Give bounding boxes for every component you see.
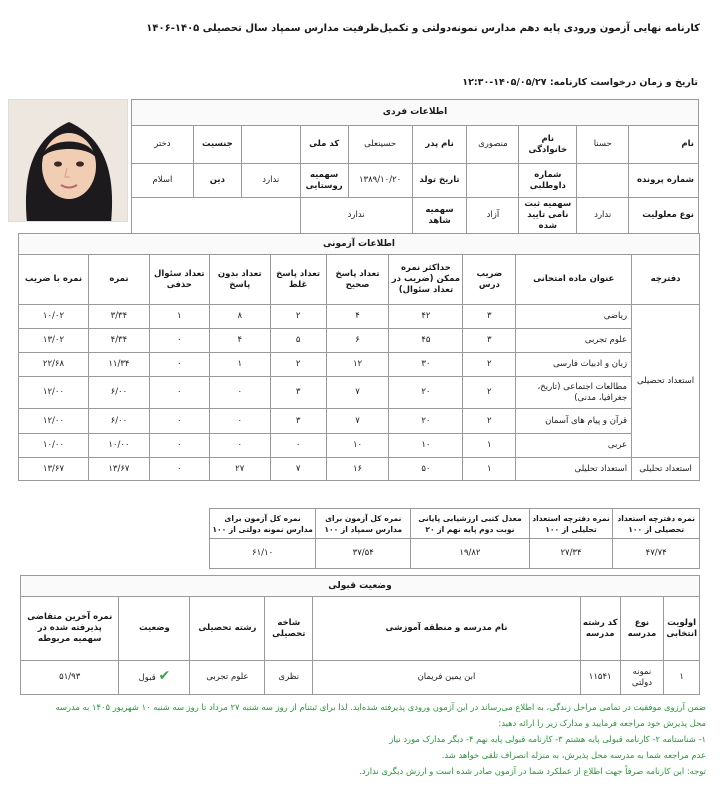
col-correct: تعداد پاسخ صحیح — [326, 255, 389, 305]
table-row — [19, 305, 700, 329]
removed-cell: ۰ — [149, 377, 209, 409]
quota-value: آزاد — [467, 198, 519, 234]
coef-cell: ۳ — [463, 305, 516, 329]
wrong-cell: ۲ — [270, 305, 326, 329]
blank-cell: ۸ — [209, 305, 270, 329]
status-badge — [119, 661, 190, 695]
col-score: نمره — [88, 255, 149, 305]
weighted-cell: ۱۳/۶۷ — [19, 458, 89, 481]
student-photo — [8, 99, 128, 222]
summary-table — [209, 508, 700, 569]
disability-label: نوع معلولیت — [629, 198, 699, 234]
personal-empty-cell — [132, 198, 301, 234]
wrong-cell: ۳ — [270, 409, 326, 434]
max-cell: ۵۰ — [389, 458, 463, 481]
martyr-value: ندارد — [300, 198, 412, 234]
correct-cell: ۴ — [326, 305, 389, 329]
col-branch: شاخه تحصیلی — [265, 597, 313, 661]
score-cell: ۱۱/۳۴ — [88, 353, 149, 377]
blank-cell: ۰ — [209, 434, 270, 458]
name-value: حسنا — [577, 126, 629, 164]
summary-sampad-value: ۳۷/۵۴ — [316, 539, 411, 569]
code-value: ۱۱۵۴۱ — [580, 661, 620, 695]
applicant-value — [467, 164, 519, 198]
subject-cell: قرآن و پیام های آسمان — [516, 409, 632, 434]
removed-cell: ۰ — [149, 353, 209, 377]
nid-label: کد ملی — [300, 126, 348, 164]
col-type: نوع مدرسه — [620, 597, 664, 661]
nid-value — [241, 126, 300, 164]
col-status: وضعیت — [119, 597, 190, 661]
subject-cell: مطالعات اجتماعی (تاریخ، جغرافیا، مدنی) — [516, 377, 632, 409]
wrong-cell: ۳ — [270, 377, 326, 409]
correct-cell: ۱۶ — [326, 458, 389, 481]
correct-cell: ۶ — [326, 329, 389, 353]
summary-nemouneh-value: ۶۱/۱۰ — [210, 539, 316, 569]
summary-nemouneh-header: نمره کل آزمون برای مدارس نمونه دولتی از ۱۰۰ — [210, 509, 316, 539]
status-value: قبول — [138, 673, 156, 683]
last-score-value: ۵۱/۹۳ — [21, 661, 119, 695]
col-max: حداکثر نمره ممکن (ضریب در تعداد سئوال) — [389, 255, 463, 305]
correct-cell: ۷ — [326, 377, 389, 409]
summary-academic-value: ۴۷/۷۴ — [613, 539, 700, 569]
subject-cell: استعداد تحلیلی — [516, 458, 632, 481]
max-cell: ۱۰ — [389, 434, 463, 458]
table-row — [21, 661, 700, 695]
col-code: کد رشته مدرسه — [580, 597, 620, 661]
footer-line-5: توجه: این کارنامه صرفاً جهت اطلاع از عملکرد شما در آزمون صادر شده است و ارزش دیگری ندارد. — [359, 766, 706, 776]
father-label: نام پدر — [412, 126, 467, 164]
exam-info-table — [18, 233, 700, 481]
birth-label: تاریخ تولد — [412, 164, 467, 198]
page-title: کارنامه نهایی آزمون ورودی پایه دهم مدارس نمونه‌دولتی و تکمیل‌ظرفیت مدارس سمپاد سال تحصیلی ۱۴۰۵-۱۴۰۶ — [146, 23, 700, 34]
blank-cell: ۴ — [209, 329, 270, 353]
score-cell: ۴/۳۴ — [88, 329, 149, 353]
col-coef: ضریب درس — [463, 255, 516, 305]
col-booklet: دفترچه — [632, 255, 700, 305]
max-cell: ۲۰ — [389, 377, 463, 409]
coef-cell: ۲ — [463, 353, 516, 377]
max-cell: ۴۵ — [389, 329, 463, 353]
disability-value: ندارد — [577, 198, 629, 234]
summary-sampad-header: نمره کل آزمون برای مدارس سمپاد از ۱۰۰ — [316, 509, 411, 539]
removed-cell: ۰ — [149, 329, 209, 353]
martyr-label: سهمیه شاهد — [412, 198, 467, 234]
check-icon: ✔ — [158, 668, 171, 684]
summary-analytic-header: نمره دفترچه استعداد تحلیلی از ۱۰۰ — [529, 509, 613, 539]
avatar — [9, 100, 128, 222]
table-row — [19, 409, 700, 434]
blank-cell: ۰ — [209, 377, 270, 409]
removed-cell: ۱ — [149, 305, 209, 329]
summary-academic-header: نمره دفترچه استعداد تحصیلی از ۱۰۰ — [613, 509, 700, 539]
admission-table — [20, 575, 700, 695]
wrong-cell: ۲ — [270, 353, 326, 377]
col-subject: عنوان ماده امتحانی — [516, 255, 632, 305]
family-value: منصوری — [467, 126, 519, 164]
gender-value: دختر — [132, 126, 194, 164]
subject-cell: عربی — [516, 434, 632, 458]
wrong-cell: ۷ — [270, 458, 326, 481]
booklet-analytic: استعداد تحلیلی — [632, 458, 700, 481]
blank-cell: ۰ — [209, 409, 270, 434]
score-cell: ۶/۰۰ — [88, 377, 149, 409]
removed-cell: ۰ — [149, 409, 209, 434]
table-row — [19, 377, 700, 409]
max-cell: ۳۰ — [389, 353, 463, 377]
correct-cell: ۱۲ — [326, 353, 389, 377]
religion-label: دین — [193, 164, 241, 198]
table-row — [19, 329, 700, 353]
summary-gpa-header: معدل کتبی ارزشیابی پایانی نوبت دوم پایه نهم از ۲۰ — [411, 509, 529, 539]
weighted-cell: ۱۰/۰۲ — [19, 305, 89, 329]
score-cell: ۱۳/۶۷ — [88, 458, 149, 481]
footer-line-1: ضمن آرزوی موفقیت در تمامی مراحل زندگی، به اطلاع می‌رساند در این آزمون ورودی پذیرفته شده‌اید. لذا برای ثبتنام از روز سه شنبه ۲۷ مرداد تا روز سه شنبه ۱۰ شهریور ۱۴۰۵ به مدرسه — [55, 702, 706, 712]
request-date: تاریخ و زمان درخواست کارنامه: ۱۴۰۵/۰۵/۲۷-۱۲:۳۰ — [462, 77, 698, 88]
weighted-cell: ۱۲/۰۰ — [19, 377, 89, 409]
col-priority: اولویت انتخابی — [664, 597, 700, 661]
footer-line-2: محل پذیرش خود مراجعه فرمایید و مدارک زیر را ارائه دهید: — [498, 718, 706, 728]
type-value: نمونه دولتی — [620, 661, 664, 695]
exam-section-title: اطلاعات آزمونی — [19, 234, 700, 255]
coef-cell: ۱ — [463, 458, 516, 481]
col-wrong: تعداد پاسخ غلط — [270, 255, 326, 305]
coef-cell: ۳ — [463, 329, 516, 353]
birth-value: ۱۳۸۹/۱۰/۲۰ — [348, 164, 412, 198]
table-row — [19, 353, 700, 377]
coef-cell: ۲ — [463, 377, 516, 409]
col-field: رشته تحصیلی — [190, 597, 265, 661]
correct-cell: ۱۰ — [326, 434, 389, 458]
gender-label: جنسیت — [193, 126, 241, 164]
weighted-cell: ۱۰/۰۰ — [19, 434, 89, 458]
removed-cell: ۰ — [149, 458, 209, 481]
col-weighted: نمره با ضریب — [19, 255, 89, 305]
weighted-cell: ۱۲/۰۰ — [19, 409, 89, 434]
coef-cell: ۱ — [463, 434, 516, 458]
admission-section-title: وضعیت قبولی — [21, 576, 700, 597]
blank-cell: ۲۷ — [209, 458, 270, 481]
footer-line-3: ۱- شناسنامه ۲- کارنامه قبولی پایه هشتم ۳- کارنامه قبولی پایه نهم ۴- دیگر مدارک مورد نیاز — [389, 734, 706, 744]
rural-value: ندارد — [241, 164, 300, 198]
summary-gpa-value: ۱۹/۸۲ — [411, 539, 529, 569]
weighted-cell: ۲۲/۶۸ — [19, 353, 89, 377]
branch-value: نظری — [265, 661, 313, 695]
col-school: نام مدرسه و منطقه آموزشی — [313, 597, 581, 661]
footer-notes — [14, 699, 706, 779]
personal-section-title: اطلاعات فردی — [132, 100, 699, 126]
max-cell: ۲۰ — [389, 409, 463, 434]
max-cell: ۴۲ — [389, 305, 463, 329]
father-value: حسینعلی — [348, 126, 412, 164]
summary-analytic-value: ۲۷/۳۴ — [529, 539, 613, 569]
rural-label: سهمیه روستایی — [300, 164, 348, 198]
subject-cell: ریاضی — [516, 305, 632, 329]
school-value: ابن یمین فریمان — [313, 661, 581, 695]
family-label: نام خانوادگی — [519, 126, 577, 164]
quota-label: سهمیه ثبت نامی تایید شده — [519, 198, 577, 234]
score-cell: ۱۰/۰۰ — [88, 434, 149, 458]
field-value: علوم تجربی — [190, 661, 265, 695]
correct-cell: ۷ — [326, 409, 389, 434]
file-label: شماره پرونده — [629, 164, 699, 198]
religion-value: اسلام — [132, 164, 194, 198]
personal-info-table — [131, 99, 699, 234]
booklet-academic: استعداد تحصیلی — [632, 305, 700, 458]
col-last-score: نمره آخرین متقاضی پذیرفته شده در سهمیه مربوطه — [21, 597, 119, 661]
removed-cell: ۰ — [149, 434, 209, 458]
weighted-cell: ۱۳/۰۲ — [19, 329, 89, 353]
score-cell: ۳/۳۴ — [88, 305, 149, 329]
priority-value: ۱ — [664, 661, 700, 695]
wrong-cell: ۰ — [270, 434, 326, 458]
name-label: نام — [629, 126, 699, 164]
applicant-label: شماره داوطلبی — [519, 164, 577, 198]
subject-cell: علوم تجربی — [516, 329, 632, 353]
col-blank: تعداد بدون پاسخ — [209, 255, 270, 305]
table-row — [19, 434, 700, 458]
table-row — [19, 458, 700, 481]
col-removed: تعداد سئوال حذفی — [149, 255, 209, 305]
file-value — [577, 164, 629, 198]
footer-line-4: عدم مراجعه شما به مدرسه محل پذیرش، به منزله انصراف تلقی خواهد شد. — [441, 750, 706, 760]
wrong-cell: ۵ — [270, 329, 326, 353]
subject-cell: زبان و ادبیات فارسی — [516, 353, 632, 377]
score-cell: ۶/۰۰ — [88, 409, 149, 434]
coef-cell: ۲ — [463, 409, 516, 434]
blank-cell: ۱ — [209, 353, 270, 377]
